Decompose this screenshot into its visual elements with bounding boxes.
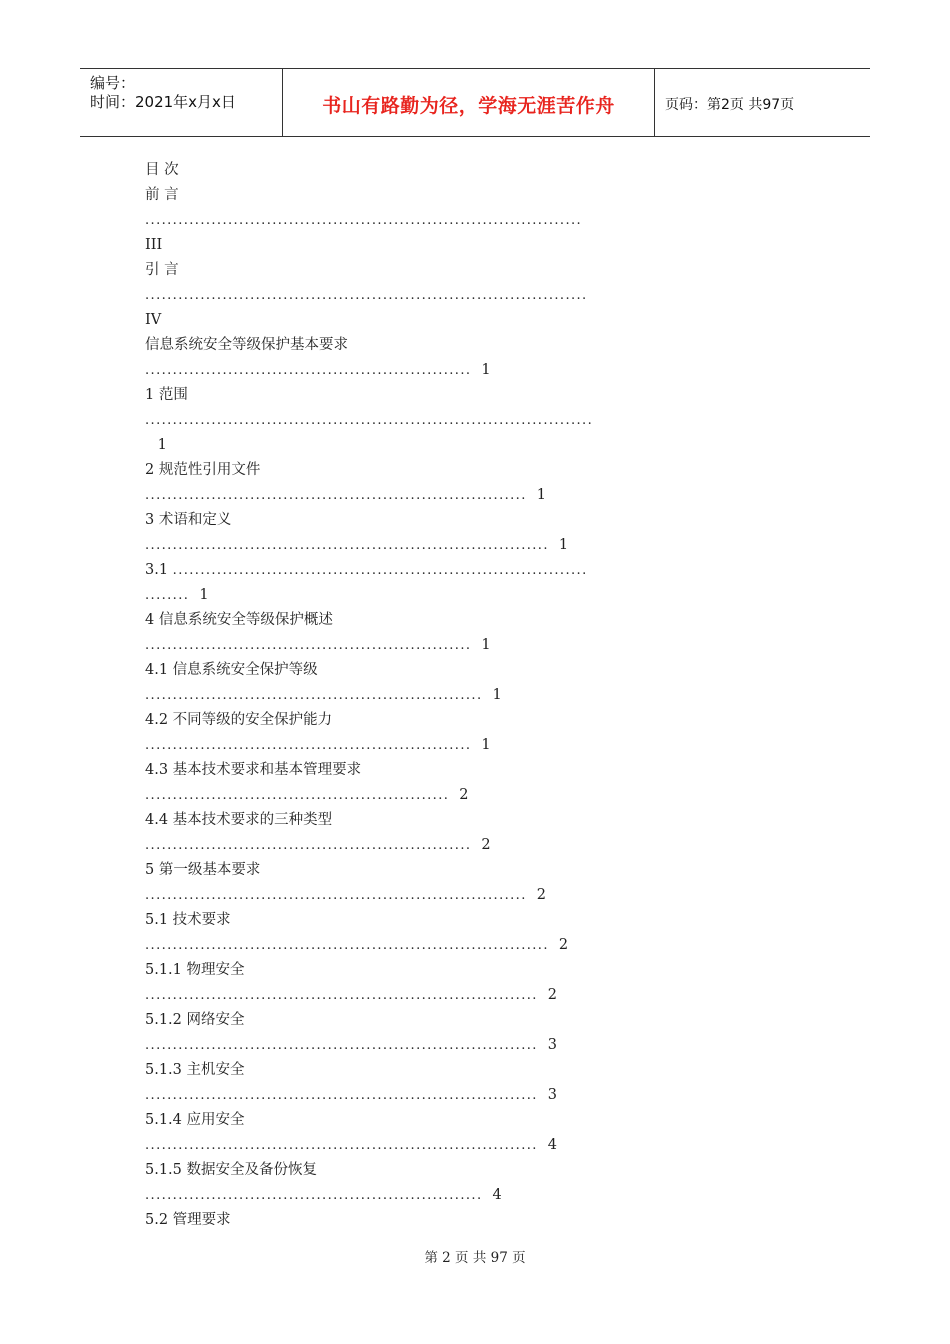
toc-entry-label: 4.3 基本技术要求和基本管理要求	[145, 762, 362, 778]
toc-entry-page: 1	[481, 362, 491, 378]
toc-entry-page: 2	[481, 837, 491, 853]
toc-entry-label: 4.2 不同等级的安全保护能力	[145, 712, 333, 728]
toc-entry-page: 2	[459, 787, 469, 803]
toc-entry-leader: ....................................................................... 3	[145, 1087, 558, 1103]
toc-entry-leader: ........................................................... 2	[145, 837, 491, 853]
page-header	[80, 68, 870, 137]
toc-entry-leader: ...............................................................................	[145, 213, 583, 228]
toc-entry-page: 2	[558, 937, 569, 953]
toc-entry-label: 1 范围	[145, 387, 188, 403]
toc-entry-page: 3	[547, 1087, 558, 1103]
time-label: 时间：2021年x月x日	[90, 93, 236, 111]
toc-entry-page: IV	[145, 312, 162, 328]
toc-entry-page: 1	[536, 487, 546, 503]
toc-entry-leader: ....................................................................... 4	[145, 1137, 558, 1153]
toc-entry-leader: ......................................................................... 1	[145, 537, 569, 553]
toc-entry-page: 2	[536, 887, 546, 903]
toc-entry-leader: ..................................................................... 2	[145, 887, 546, 903]
toc-entry-label: 3.1 ...........................................................................	[145, 562, 588, 578]
toc-entry-page: 1	[153, 437, 167, 453]
toc-entry-label: 5.1.2 网络安全	[145, 1012, 245, 1028]
toc-entry-leader: ............................................................. 1	[145, 687, 502, 703]
toc-entry-page: 2	[547, 987, 558, 1003]
toc-title: 目 次	[145, 162, 179, 178]
page-footer: 第 2 页 共 97 页	[424, 1250, 526, 1266]
toc-entry-page: 4	[547, 1137, 558, 1153]
toc-entry-leader: ....................................................................... 3	[145, 1037, 558, 1053]
toc-entry-label: 4.4 基本技术要求的三种类型	[145, 812, 333, 828]
toc-entry-label: 4 信息系统安全等级保护概述	[145, 612, 333, 628]
toc-entry-label: 4.1 信息系统安全保护等级	[145, 662, 318, 678]
toc-entry-leader: ............................................................. 4	[145, 1187, 502, 1203]
toc-entry-leader: .................................................................................	[145, 413, 594, 428]
toc-entry-page: 1	[481, 737, 491, 753]
toc-entry-label: 信息系统安全等级保护基本要求	[145, 337, 348, 353]
header-meta-cell	[80, 69, 283, 136]
toc-entry-label: 3 术语和定义	[145, 512, 232, 528]
toc-entry-page: ........ 1	[145, 587, 209, 603]
toc-entry-leader: ....................................................................... 2	[145, 987, 558, 1003]
toc-entry-leader: ..................................................................... 1	[145, 487, 546, 503]
toc-entry-label: 2 规范性引用文件	[145, 462, 261, 478]
toc-entry-page: 1	[558, 537, 569, 553]
toc-entry-leader: ....................................................... 2	[145, 787, 469, 803]
toc-entry-leader: ........................................................... 1	[145, 362, 491, 378]
toc-entry-leader: ......................................................................... 2	[145, 937, 569, 953]
toc-entry-label: 5 第一级基本要求	[145, 862, 261, 878]
toc-entry-label: 5.1.3 主机安全	[145, 1062, 245, 1078]
toc-entry-page: 1	[481, 637, 491, 653]
toc-entry-page: 1	[492, 687, 502, 703]
toc-entry-leader: ........................................................... 1	[145, 737, 491, 753]
toc-entry-leader: ................................................................................	[145, 288, 588, 303]
toc-entry-label: 引 言	[145, 262, 179, 278]
toc-entry-label: 5.1 技术要求	[145, 912, 231, 928]
toc-entry-leader: ........................................................... 1	[145, 637, 491, 653]
toc-entry-page: 4	[492, 1187, 502, 1203]
toc-entry-label: 前 言	[145, 187, 179, 203]
motto-text: 书山有路勤为径，学海无涯苦作舟	[322, 95, 615, 117]
toc-entry-label: 5.1.1 物理安全	[145, 962, 245, 978]
toc-entry-label: 5.2 管理要求	[145, 1212, 231, 1228]
header-page-info: 页码：第2页 共97页	[665, 97, 795, 113]
serial-number-label: 编号：	[90, 74, 136, 92]
toc-entry-label: 5.1.5 数据安全及备份恢复	[145, 1162, 318, 1178]
toc-entry-page: III	[145, 237, 163, 253]
toc-entry-page: 3	[547, 1037, 558, 1053]
toc-entry-label: 5.1.4 应用安全	[145, 1112, 245, 1128]
header-motto-cell	[283, 69, 655, 136]
